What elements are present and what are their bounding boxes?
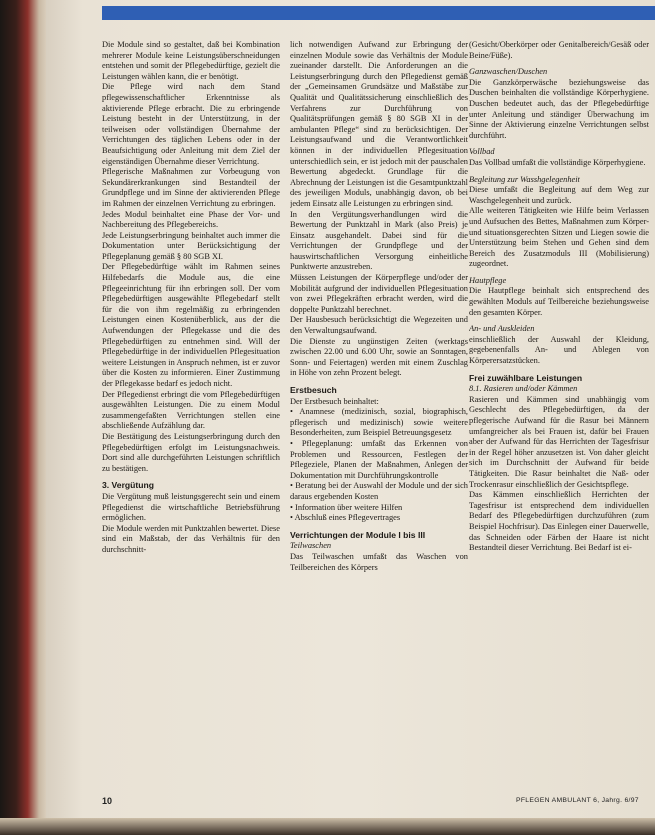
page-bottom-edge [0, 818, 655, 835]
paragraph: Müssen Leistungen der Körperpflege und/oder der Mobilität aufgrund der individuellen Pflegesituation von zwei Pflegekräften erbracht werden, wird die doppelte Punktzahl berechnet. [290, 273, 468, 314]
paragraph: Die Pflege wird nach dem Stand pflegewissenschaftlicher Erkenntnisse als aktivierende Pflege erbracht. Die zu erbringende Leistung besteht in der Unterstützung, in der teilweisen oder vollständigen Übernahme der Verrichtungen des täglichen Lebens oder in der Beaufsichtigung oder Anleitung mit dem Ziel der eigenständigen Übernahme dieser Verrichtung. [102, 82, 280, 166]
binding-edge [0, 0, 46, 835]
paragraph: Rasieren und Kämmen sind unabhängig vom Geschlecht des Pflegebedürftigen, da der pflegerische Aufwand für die Rasur bei Männern umfangreicher als bei Frauen ist, dafür bei Frauen aber der Aufwand für das Herrichten der Tagesfrisur in der Regel höher anzusetzen ist. Von daher gleicht sich im Durchschnitt der Aufwand für beide Tätigkeiten. Die Rasur beinhaltet die Naß- oder Trockenrasur einschließlich der Gesichtspflege. [469, 394, 649, 489]
list-item: • Information über weitere Hilfen [290, 502, 403, 512]
column-3 [469, 40, 649, 740]
list-item: • Abschluß eines Pflegevertrages [290, 513, 401, 523]
paragraph: Die Module sind so gestaltet, daß bei Kombination mehrerer Module keine Leistungsüberschneidungen entstehen und somit der Pflegebedürftige, gezielt die Leistungen wählen kann, die er benötigt. [102, 40, 280, 81]
subheading: 8.1. Rasieren und/oder Kämmen [469, 384, 578, 394]
paragraph: Der Pflegedienst erbringt die vom Pflegebedürftigen ausgewählten Leistungen. Die zu einem Modul zusammengefaßten Verrichtungen stellen eine abschließende Aufzählung dar. [102, 389, 280, 431]
section-heading: Erstbesuch [290, 385, 337, 395]
column-2 [290, 40, 468, 740]
paragraph: Die Ganzkörperwäsche beziehungsweise das Duschen beinhalten die vollständige Körperhygiene. Duschen bedeutet auch, das der Pflegebedürftige unter Anleitung und ständiger Überwachung im Sinne der Aktivierung einzelne Verrichtungen selbst durchführt. [469, 77, 649, 140]
list-item: • Pflegeplanung: umfaßt das Erkennen von Problemen und Ressourcen, Festlegen der Pflegeziele, Planen der Maßnahmen, Anlegen der Dokumentation mit Durchführungskontrolle [290, 438, 468, 480]
magazine-footer: PFLEGEN AMBULANT 6, Jahrg. 6/97 [516, 797, 639, 804]
paragraph: Die Hautpflege beinhalt sich entsprechend des gewählten Moduls auf Teilbereiche beziehungsweise den gesamten Körper. [469, 286, 649, 317]
paragraph: Der Pflegebedürftige wählt im Rahmen seines Hilfebedarfs die Module aus, die eine Pflegeeinrichtung für ihn erbringen soll. Der vom Pflegebedürftigen ausgewählte Pflegebedarf stellt für die von ihm regelmäßig zu erbringenden Leistungen einen Kostenüberblick, aus der die Aufwendungen der Pflegekasse und die des Pflegebedürftigen zu entnehmen sind. Will der Pflegebedürftige in der individuellen Pflegesituation weitere Leistungen in Anspruch nehmen, ist er zuvor über die Kosten zu informieren. Einer Zustimmung der Pflegekasse bedarf es jedoch nicht. [102, 262, 280, 388]
paragraph: Das Kämmen einschließlich Herrichten der Tagesfrisur ist entsprechend dem individuellen Bedarf des Pflegebedürftigen durchzuführen (zum Beispiel Hochfrisur). Das Einlegen einer Dauerwelle, das Schneiden oder Färben der Haare ist nicht Bestandteil dieser Verrichtung. Bei Bedarf ist ei- [469, 490, 649, 553]
paragraph: Die Dienste zu ungünstigen Zeiten (werktags zwischen 22.00 und 6.00 Uhr, sowie an Sonntagen, Sonn- und Feiertagen) werden mit einem Zuschlag in Höhe von zehn Prozent belegt. [290, 336, 468, 378]
paragraph: Der Hausbesuch berücksichtigt die Wegezeiten und den Verwaltungsaufwand. [290, 315, 468, 336]
subheading: Hautpflege [469, 275, 507, 285]
subheading: Begleitung zur Wasshgelegenheit [469, 174, 580, 184]
paragraph: Pflegerische Maßnahmen zur Vorbeugung von Sekundärerkrankungen sind Bestandteil der Grundpflege und im Sinne der aktivierenden Pflege im Rahmen der einzelnen Verrichtung zu erbringen. [102, 167, 280, 208]
paragraph: Die Module werden mit Punktzahlen bewertet. Diese sind ein Maßstab, der das Verhältnis für den durchschnitt- [102, 523, 280, 554]
color-bar [102, 6, 655, 20]
paragraph: einschließlich der Auswahl der Kleidung, gegebenenfalls An- und Ablegen von Körperersatzstücken. [469, 334, 649, 366]
section-heading: 3. Vergütung [102, 480, 155, 491]
paragraph: Die Vergütung muß leistungsgerecht sein und einem Pflegedienst die wirtschaftliche Betriebsführung ermöglichen. [102, 491, 280, 523]
page-number: 10 [102, 796, 113, 806]
paragraph: Das Teilwaschen umfaßt das Waschen von Teilbereichen des Körpers [290, 551, 468, 572]
subheading: Ganzwaschen/Duschen [469, 67, 548, 77]
paragraph: Diese umfaßt die Begleitung auf dem Weg zur Waschgelegenheit und zurück. [469, 185, 649, 205]
paragraph: Das Vollbad umfaßt die vollständige Körperhygiene. [469, 157, 646, 167]
paragraph: In den Vergütungsverhandlungen wird die Bewertung der Punktzahl in Mark (also Preis) je Einsatz ausgehandelt. Dabei sind für die Verrichtungen der Grundpflege und der hauswirtschaftlichen Versorgung einheitliche Punktwerte anzustreben. [290, 209, 468, 272]
paragraph: lich notwendigen Aufwand zur Erbringung der einzelnen Module sowie das Verhältnis der Module zueinander darstellt. Die Anforderungen an die Leistungserbringung durch den Pflegedienst gemäß der „Gemeinsamen Grundsätze und Maßstäbe zur Qualität und Qualitätssicherung einschließlich des Verfahrens zur Durchführung von Qualitätsprüfungen gemäß § 80 SGB XI in der ambulanten Pflege“ sind zu berücksichtigen. Der Leistungsaufwand und die Verantwortlichkeit können in der individuellen Pflegesituation unterschiedlich sein, er ist jedoch mit der pauschalen Bewertung abgedeckt. Grundlage für die Abrechnung der Leistungen ist die Gesamtpunktzahl des jeweiligen Moduls, unabhängig davon, ob bei jedem Einsatz alle Leistungen zu erbringen sind. [290, 40, 468, 208]
list-item: • Anamnese (medizinisch, sozial, biographisch, pflegerisch und medizinisch) sowie weitere Besonderheiten, zum Beispiel Betreuungsgesetz [290, 407, 468, 438]
section-heading: Verrichtungen der Module I bis III [290, 529, 426, 540]
subheading: An- und Auskleiden [469, 324, 535, 334]
subheading: Vollbad [469, 147, 495, 157]
magazine-page [46, 0, 655, 820]
list-item: • Beratung bei der Auswahl der Module und der sich daraus ergebenden Kosten [290, 481, 468, 501]
section-heading: Frei zuwählbare Leistungen [469, 372, 583, 383]
paragraph: Die Bestätigung des Leistungserbringung durch den Pflegebedürftigen erfolgt im Leistungsnachweis. Dort sind alle durchgeführten Leistungen schriftlich zu bestätigen. [102, 431, 280, 473]
paragraph: Der Erstbesuch beinhaltet: [290, 396, 379, 406]
subheading: Teilwaschen [290, 541, 332, 551]
column-1 [102, 40, 280, 740]
paragraph: Jede Leistungserbringung beinhaltet auch immer die Dokumentation unter Berücksichtigung der Pflegeplanung gemäß § 80 SGB XI. [102, 230, 280, 261]
paragraph: (Gesicht/Oberkörper oder Genitalbereich/Gesäß oder Beine/Füße). [469, 40, 649, 60]
paragraph: Alle weiteren Tätigkeiten wie Hilfe beim Verlassen und Aufsuchen des Bettes, Maßnahmen zum Körper- und situationsgerechten Sitzen und Liegen sowie die Unterstützung beim Stehen und Gehen sind dem Bereich des Zusatzmoduls III (Mobilisierung) zugeordnet. [469, 206, 649, 269]
paragraph: Jedes Modul beinhaltet eine Phase der Vor- und Nachbereitung des Pflegebereichs. [102, 209, 280, 230]
